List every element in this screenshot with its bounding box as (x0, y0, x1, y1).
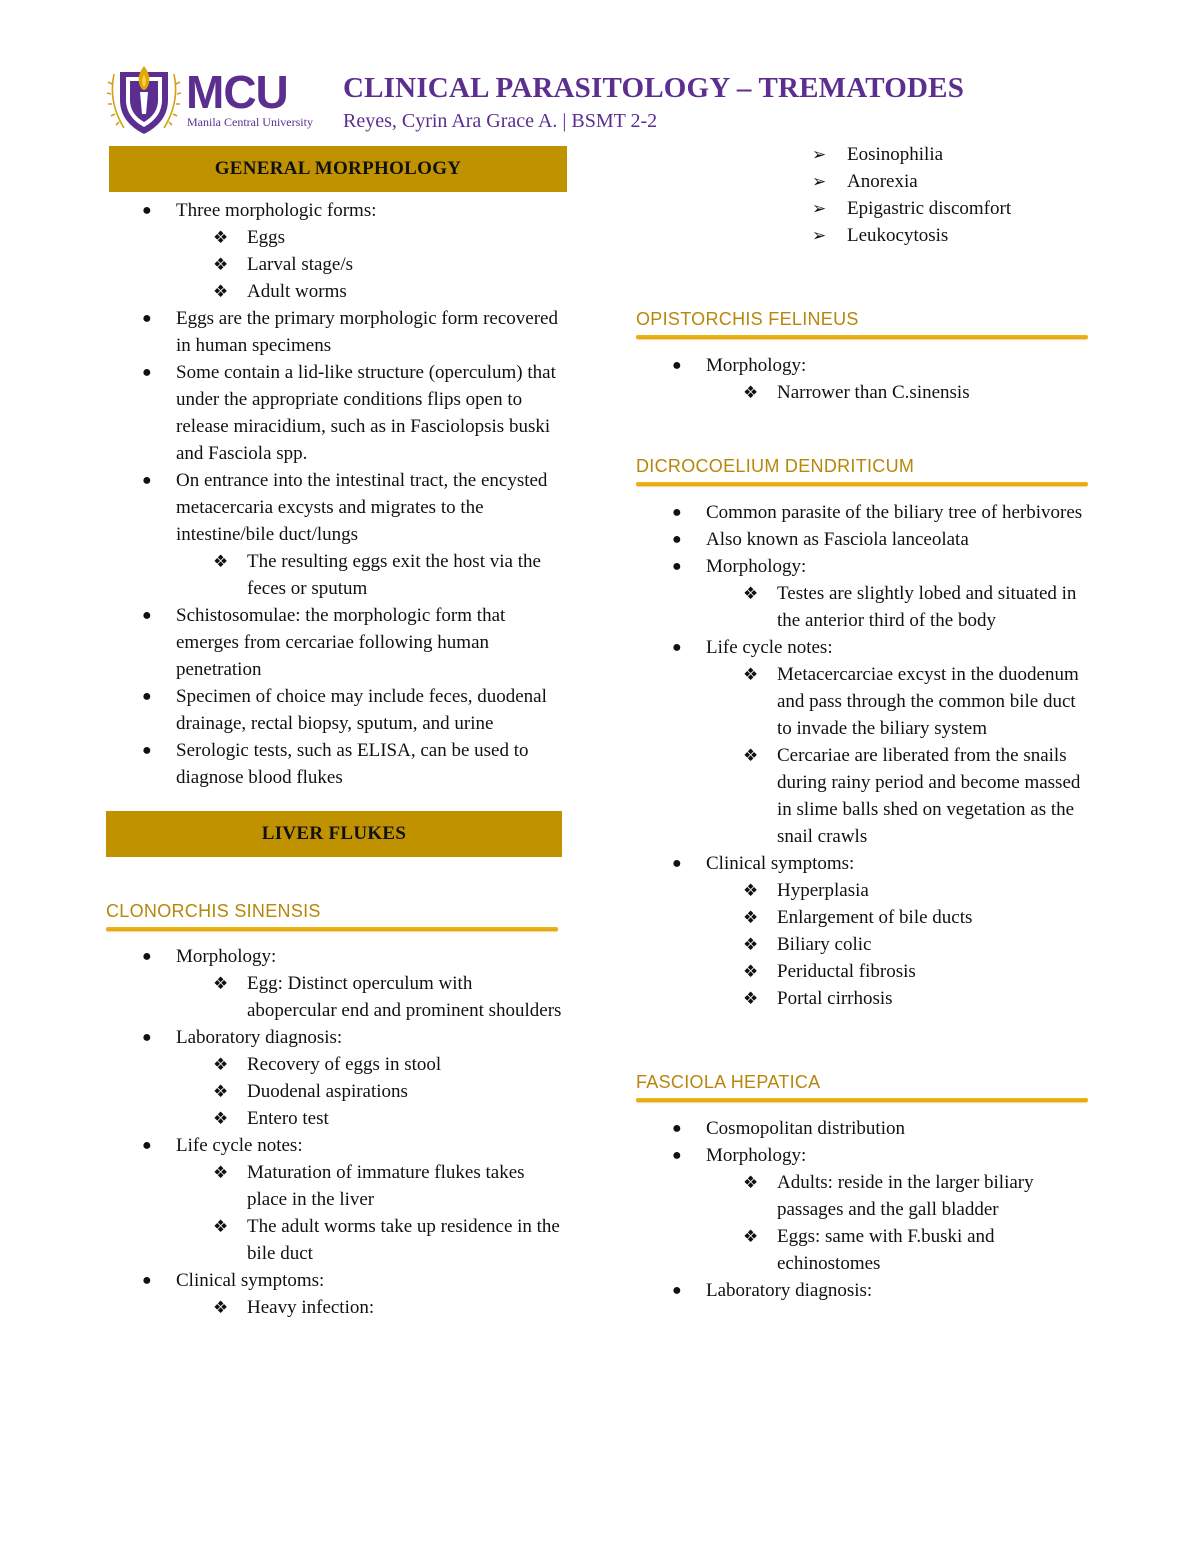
diamond-bullet-icon: ❖ (213, 1163, 229, 1182)
bullet-icon: ● (142, 1029, 152, 1046)
list-item: ➢ Eosinophilia (636, 141, 1091, 168)
list-item: ● Life cycle notes: (106, 1132, 566, 1159)
list-item: ● Also known as Fasciola lanceolata (636, 526, 1091, 553)
list-item: ❖ Narrower than C.sinensis (636, 379, 1091, 406)
bullet-icon: ● (142, 1272, 152, 1289)
list-item: ❖ Heavy infection: (106, 1294, 566, 1321)
list-item: ● Clinical symptoms: (106, 1267, 566, 1294)
bullet-icon: ● (672, 558, 682, 575)
mcu-logo (106, 62, 331, 140)
bullet-icon: ● (672, 639, 682, 656)
diamond-bullet-icon: ❖ (213, 1082, 229, 1101)
list-item: ➢ Anorexia (636, 168, 1091, 195)
list-item: ❖ The resulting eggs exit the host via the feces or sputum (106, 548, 566, 602)
section-rule (106, 927, 558, 931)
clonorchis-list (106, 943, 566, 1321)
diamond-bullet-icon: ❖ (743, 935, 759, 954)
list-item: ● Cosmopolitan distribution (636, 1115, 1091, 1142)
section-heading-clonorchis: CLONORCHIS SINENSIS (106, 901, 321, 921)
diamond-bullet-icon: ❖ (743, 908, 759, 927)
right-column (636, 141, 1091, 1304)
bullet-icon: ● (672, 1282, 682, 1299)
diamond-bullet-icon: ❖ (213, 1298, 229, 1317)
page-title: CLINICAL PARASITOLOGY – TREMATODES (343, 72, 965, 104)
section-heading-dicrocoelium: DICROCOELIUM DENDRITICUM (636, 456, 915, 476)
list-item: ❖ Periductal fibrosis (636, 958, 1091, 985)
list-item: ❖ Adults: reside in the larger biliary passages and the gall bladder (636, 1169, 1091, 1223)
bullet-icon: ● (672, 357, 682, 374)
diamond-bullet-icon: ❖ (213, 228, 229, 247)
list-item: ❖ Eggs: same with F.buski and echinostomes (636, 1223, 1091, 1277)
dicrocoelium-list (636, 499, 1091, 1012)
diamond-bullet-icon: ❖ (213, 255, 229, 274)
list-item: ● Morphology: (636, 352, 1091, 379)
list-item: ● Morphology: (636, 1142, 1091, 1169)
diamond-bullet-icon: ❖ (743, 881, 759, 900)
section-heading-fasciola: FASCIOLA HEPATICA (636, 1072, 821, 1092)
list-item: ❖ Enlargement of bile ducts (636, 904, 1091, 931)
list-item: ● Some contain a lid-like structure (operculum) that under the appropriate conditions flips open to release miracidium, such as in Fasciolopsis buski and Fasciola spp. (106, 359, 566, 467)
diamond-bullet-icon: ❖ (743, 665, 759, 684)
list-item: ❖ Metacercarciae excyst in the duodenum and pass through the common bile duct to invade the biliary system (636, 661, 1091, 742)
section-band-liver-flukes: LIVER FLUKES (106, 811, 562, 857)
list-item: ● Laboratory diagnosis: (636, 1277, 1091, 1304)
bullet-icon: ● (672, 1147, 682, 1164)
bullet-icon: ● (672, 504, 682, 521)
arrow-bullet-icon: ➢ (812, 145, 827, 164)
list-item: ● Specimen of choice may include feces, duodenal drainage, rectal biopsy, sputum, and urine (106, 683, 566, 737)
left-column (106, 146, 566, 1321)
general-morphology-list (106, 197, 566, 791)
diamond-bullet-icon: ❖ (743, 1227, 759, 1246)
arrow-bullet-icon: ➢ (812, 199, 827, 218)
list-item: ➢ Leukocytosis (636, 222, 1091, 249)
clonorchis-list-continued (636, 141, 1091, 249)
list-item: ● On entrance into the intestinal tract, the encysted metacercaria excysts and migrates to the intestine/bile duct/lungs (106, 467, 566, 548)
list-item: ● Schistosomulae: the morphologic form that emerges from cercariae following human penetration (106, 602, 566, 683)
bullet-icon: ● (672, 1120, 682, 1137)
fasciola-list (636, 1115, 1091, 1304)
section-rule (636, 482, 1088, 486)
list-item: ❖ Duodenal aspirations (106, 1078, 566, 1105)
list-item: ● Laboratory diagnosis: (106, 1024, 566, 1051)
list-item: ❖ Entero test (106, 1105, 566, 1132)
list-item: ❖ Cercariae are liberated from the snails during rainy period and become massed in slime balls shed on vegetation as the snail crawls (636, 742, 1091, 850)
logo-text: MCU (186, 66, 288, 118)
diamond-bullet-icon: ❖ (213, 974, 229, 993)
diamond-bullet-icon: ❖ (743, 1173, 759, 1192)
list-item: ❖ Biliary colic (636, 931, 1091, 958)
author-line: Reyes, Cyrin Ara Grace A. | BSMT 2-2 (343, 110, 658, 132)
bullet-icon: ● (142, 472, 152, 489)
list-item: ❖ Recovery of eggs in stool (106, 1051, 566, 1078)
list-item: ❖ Hyperplasia (636, 877, 1091, 904)
list-item: ❖ Eggs (106, 224, 566, 251)
diamond-bullet-icon: ❖ (743, 989, 759, 1008)
logo-subtext: Manila Central University (187, 115, 313, 129)
list-item: ❖ Testes are slightly lobed and situated in the anterior third of the body (636, 580, 1091, 634)
arrow-bullet-icon: ➢ (812, 172, 827, 191)
diamond-bullet-icon: ❖ (213, 1055, 229, 1074)
diamond-bullet-icon: ❖ (743, 383, 759, 402)
bullet-icon: ● (142, 1137, 152, 1154)
list-item: ● Morphology: (106, 943, 566, 970)
list-item: ❖ The adult worms take up residence in the bile duct (106, 1213, 566, 1267)
bullet-icon: ● (142, 607, 152, 624)
bullet-icon: ● (142, 742, 152, 759)
bullet-icon: ● (672, 531, 682, 548)
section-heading-opistorchis: OPISTORCHIS FELINEUS (636, 309, 859, 329)
list-item: ● Clinical symptoms: (636, 850, 1091, 877)
list-item: ❖ Egg: Distinct operculum with abopercular end and prominent shoulders (106, 970, 566, 1024)
bullet-icon: ● (142, 688, 152, 705)
list-item: ● Eggs are the primary morphologic form recovered in human specimens (106, 305, 566, 359)
bullet-icon: ● (672, 855, 682, 872)
list-item: ➢ Epigastric discomfort (636, 195, 1091, 222)
arrow-bullet-icon: ➢ (812, 226, 827, 245)
list-item: ● Three morphologic forms: (106, 197, 566, 224)
opistorchis-list (636, 352, 1091, 406)
diamond-bullet-icon: ❖ (743, 962, 759, 981)
diamond-bullet-icon: ❖ (213, 282, 229, 301)
diamond-bullet-icon: ❖ (743, 746, 759, 765)
section-rule (636, 335, 1088, 339)
diamond-bullet-icon: ❖ (213, 552, 229, 571)
list-item: ❖ Maturation of immature flukes takes place in the liver (106, 1159, 566, 1213)
bullet-icon: ● (142, 310, 152, 327)
bullet-icon: ● (142, 202, 152, 219)
list-item: ❖ Adult worms (106, 278, 566, 305)
bullet-icon: ● (142, 364, 152, 381)
list-item: ❖ Larval stage/s (106, 251, 566, 278)
list-item: ❖ Portal cirrhosis (636, 985, 1091, 1012)
list-item: ● Serologic tests, such as ELISA, can be used to diagnose blood flukes (106, 737, 566, 791)
diamond-bullet-icon: ❖ (213, 1217, 229, 1236)
diamond-bullet-icon: ❖ (213, 1109, 229, 1128)
section-rule (636, 1098, 1088, 1102)
section-band-general-morphology: GENERAL MORPHOLOGY (109, 146, 567, 192)
list-item: ● Common parasite of the biliary tree of herbivores (636, 499, 1091, 526)
diamond-bullet-icon: ❖ (743, 584, 759, 603)
list-item: ● Life cycle notes: (636, 634, 1091, 661)
bullet-icon: ● (142, 948, 152, 965)
list-item: ● Morphology: (636, 553, 1091, 580)
